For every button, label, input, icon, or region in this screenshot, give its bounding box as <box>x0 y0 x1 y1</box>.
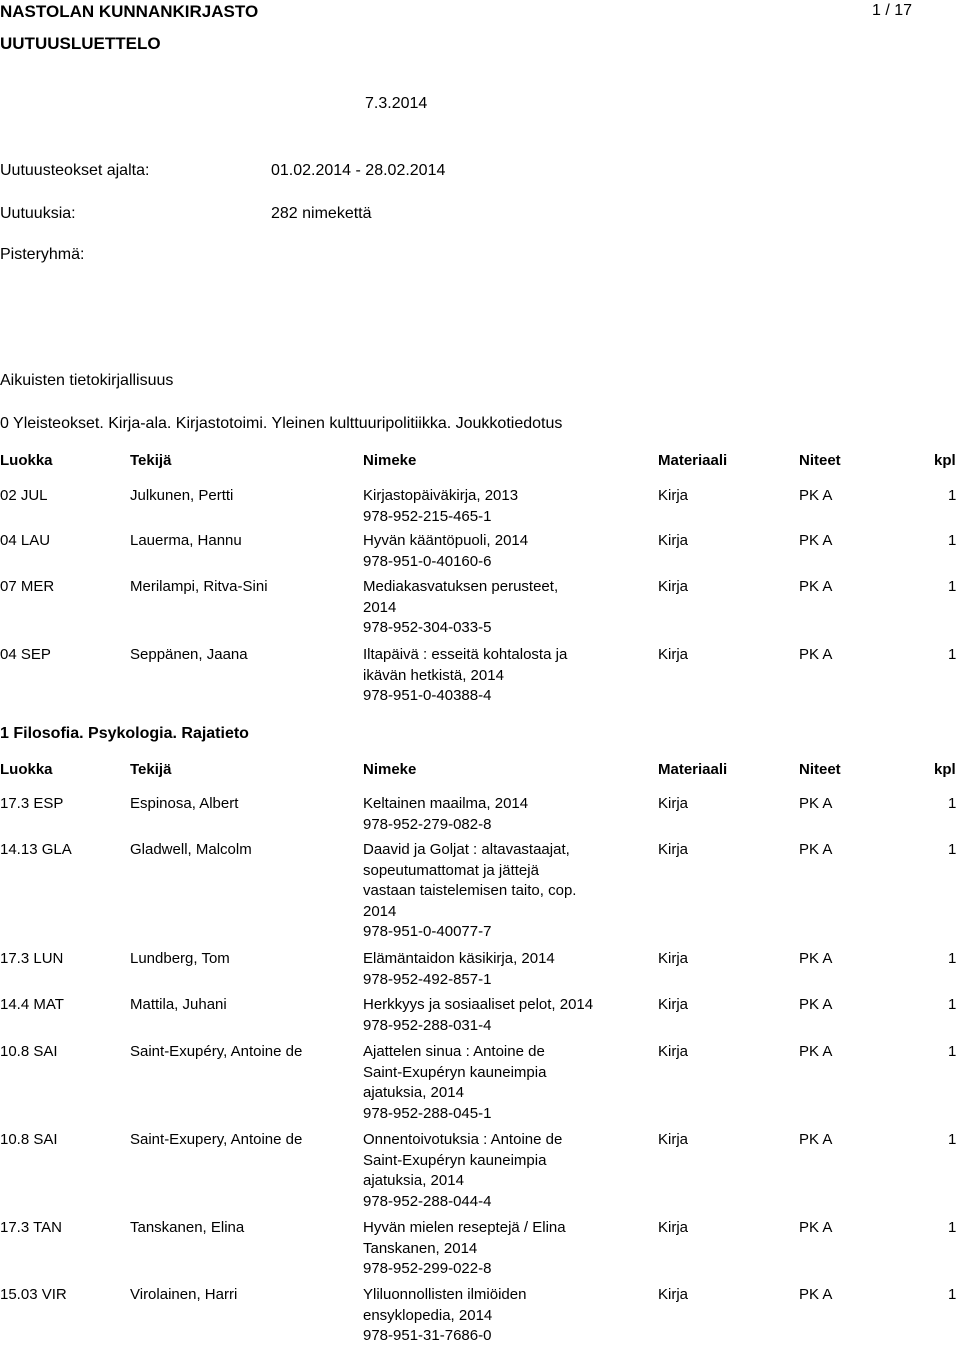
row-title <box>363 577 558 639</box>
section-heading: 1 Filosofia. Psykologia. Rajatieto <box>0 725 249 742</box>
isbn: 978-952-288-044-4 <box>363 1192 492 1210</box>
row-class: 10.8 SAI <box>0 1131 58 1148</box>
row-copies: PK A <box>799 1043 833 1060</box>
section-heading: 0 Yleisteokset. Kirja-ala. Kirjastotoimi. Yleinen kulttuuripolitiikka. Joukkotiedotus <box>0 415 563 432</box>
row-qty: 1 <box>948 487 957 504</box>
row-class: 07 MER <box>0 578 55 595</box>
row-title <box>363 995 593 1036</box>
col-author-header: Tekijä <box>130 761 172 778</box>
row-author: Seppänen, Jaana <box>130 646 248 663</box>
page-number: 1 / 17 <box>872 2 913 19</box>
period-label: Uutuusteokset ajalta: <box>0 162 150 179</box>
isbn: 978-952-215-465-1 <box>363 507 492 525</box>
row-title <box>363 949 555 990</box>
row-material: Kirja <box>658 950 689 967</box>
row-class: 14.4 MAT <box>0 996 64 1013</box>
title-line: vastaan taistelemisen taito, cop. <box>363 882 577 899</box>
row-material: Kirja <box>658 996 689 1013</box>
row-title <box>363 1285 526 1347</box>
col-title-header: Nimeke <box>363 761 417 778</box>
col-class-header: Luokka <box>0 452 53 469</box>
title-line: ikävän hetkistä, 2014 <box>363 666 504 684</box>
group-label: Pisteryhmä: <box>0 246 85 263</box>
title-line: ensyklopedia, 2014 <box>363 1306 493 1324</box>
row-title <box>363 1218 566 1280</box>
row-title <box>363 645 567 707</box>
col-title-header: Nimeke <box>363 452 417 469</box>
row-copies: PK A <box>799 996 833 1013</box>
category-title: Aikuisten tietokirjallisuus <box>0 372 174 389</box>
row-qty: 1 <box>948 841 957 858</box>
row-copies: PK A <box>799 1219 833 1236</box>
row-qty: 1 <box>948 950 957 967</box>
row-class: 17.3 TAN <box>0 1219 62 1236</box>
row-title <box>363 531 528 572</box>
row-copies: PK A <box>799 950 833 967</box>
count-value: 282 nimekettä <box>271 205 372 222</box>
row-class: 10.8 SAI <box>0 1043 58 1060</box>
library-name: NASTOLAN KUNNANKIRJASTO <box>0 2 259 21</box>
row-copies: PK A <box>799 646 833 663</box>
row-class: 15.03 VIR <box>0 1286 67 1303</box>
title-line: Elämäntaidon käsikirja, 2014 <box>363 950 555 967</box>
row-author: Merilampi, Ritva-Sini <box>130 578 268 595</box>
col-copies-header: Niteet <box>799 452 841 469</box>
row-material: Kirja <box>658 1219 689 1236</box>
row-qty: 1 <box>948 795 957 812</box>
row-author: Tanskanen, Elina <box>130 1219 245 1236</box>
row-title <box>363 486 518 527</box>
row-material: Kirja <box>658 487 689 504</box>
col-copies-header: Niteet <box>799 761 841 778</box>
title-line: 2014 <box>363 598 397 616</box>
period-value: 01.02.2014 - 28.02.2014 <box>271 162 446 179</box>
isbn: 978-952-492-857-1 <box>363 970 492 988</box>
title-line: Yliluonnollisten ilmiöiden <box>363 1286 527 1303</box>
isbn: 978-952-299-022-8 <box>363 1260 492 1277</box>
row-class: 17.3 LUN <box>0 950 64 967</box>
row-author: Virolainen, Harri <box>130 1286 238 1303</box>
isbn: 978-951-0-40077-7 <box>363 923 492 940</box>
row-copies: PK A <box>799 795 833 812</box>
row-material: Kirja <box>658 646 689 663</box>
row-qty: 1 <box>948 996 957 1013</box>
row-title <box>363 794 528 835</box>
col-author-header: Tekijä <box>130 452 172 469</box>
row-material: Kirja <box>658 1043 689 1060</box>
title-line: Ajattelen sinua : Antoine de <box>363 1043 545 1060</box>
row-class: 04 LAU <box>0 532 51 549</box>
row-copies: PK A <box>799 532 833 549</box>
title-line: ajatuksia, 2014 <box>363 1084 464 1101</box>
title-line: Keltainen maailma, 2014 <box>363 795 529 812</box>
col-qty-header: kpl <box>934 761 956 778</box>
row-author: Espinosa, Albert <box>130 795 239 812</box>
col-class-header: Luokka <box>0 761 53 778</box>
title-line: 2014 <box>363 902 397 920</box>
row-qty: 1 <box>948 578 957 595</box>
row-qty: 1 <box>948 1286 957 1303</box>
row-copies: PK A <box>799 1131 833 1148</box>
row-material: Kirja <box>658 1286 689 1303</box>
row-material: Kirja <box>658 578 689 595</box>
row-copies: PK A <box>799 1286 833 1303</box>
title-line: Hyvän mielen reseptejä / Elina <box>363 1219 566 1236</box>
row-author: Saint-Exupery, Antoine de <box>130 1131 303 1148</box>
row-copies: PK A <box>799 578 833 595</box>
title-line: Herkkyys ja sosiaaliset pelot, 2014 <box>363 996 594 1013</box>
isbn: 978-952-288-045-1 <box>363 1104 492 1122</box>
row-title <box>363 1042 546 1124</box>
row-class: 14.13 GLA <box>0 841 72 858</box>
row-class: 02 JUL <box>0 487 48 504</box>
row-author: Saint-Exupéry, Antoine de <box>130 1043 303 1060</box>
title-line: Mediakasvatuksen perusteet, <box>363 578 559 595</box>
col-qty-header: kpl <box>934 452 956 469</box>
isbn: 978-951-31-7686-0 <box>363 1327 492 1344</box>
title-line: Iltapäivä : esseitä kohtalosta ja <box>363 646 568 663</box>
isbn: 978-952-288-031-4 <box>363 1016 492 1034</box>
title-line: Saint-Exupéryn kauneimpia <box>363 1151 547 1169</box>
row-class: 17.3 ESP <box>0 795 64 812</box>
row-copies: PK A <box>799 841 833 858</box>
count-label: Uutuuksia: <box>0 205 76 222</box>
title-line: Kirjastopäiväkirja, 2013 <box>363 487 519 504</box>
row-class: 04 SEP <box>0 646 51 663</box>
row-author: Julkunen, Pertti <box>130 487 234 504</box>
row-qty: 1 <box>948 1043 957 1060</box>
row-author: Lundberg, Tom <box>130 950 230 967</box>
col-material-header: Materiaali <box>658 761 728 778</box>
title-line: Onnentoivotuksia : Antoine de <box>363 1131 563 1148</box>
row-title <box>363 840 576 943</box>
title-line: ajatuksia, 2014 <box>363 1172 464 1189</box>
row-title <box>363 1130 562 1212</box>
isbn: 978-952-279-082-8 <box>363 815 492 833</box>
row-author: Lauerma, Hannu <box>130 532 242 549</box>
title-line: Tanskanen, 2014 <box>363 1239 478 1257</box>
isbn: 978-952-304-033-5 <box>363 619 492 636</box>
report-date: 7.3.2014 <box>365 95 428 112</box>
isbn: 978-951-0-40388-4 <box>363 687 492 704</box>
title-line: sopeutumattomat ja jättejä <box>363 861 539 879</box>
title-line: Daavid ja Goljat : altavastaajat, <box>363 841 570 858</box>
row-material: Kirja <box>658 841 689 858</box>
title-line: Hyvän kääntöpuoli, 2014 <box>363 532 529 549</box>
row-material: Kirja <box>658 532 689 549</box>
row-qty: 1 <box>948 646 957 663</box>
title-line: Saint-Exupéryn kauneimpia <box>363 1063 547 1081</box>
row-qty: 1 <box>948 1131 957 1148</box>
row-author: Mattila, Juhani <box>130 996 227 1013</box>
row-qty: 1 <box>948 532 957 549</box>
row-material: Kirja <box>658 1131 689 1148</box>
row-author: Gladwell, Malcolm <box>130 841 252 858</box>
list-title: UUTUUSLUETTELO <box>0 34 161 53</box>
isbn: 978-951-0-40160-6 <box>363 552 492 570</box>
col-material-header: Materiaali <box>658 452 728 469</box>
row-qty: 1 <box>948 1219 957 1236</box>
row-copies: PK A <box>799 487 833 504</box>
row-material: Kirja <box>658 795 689 812</box>
